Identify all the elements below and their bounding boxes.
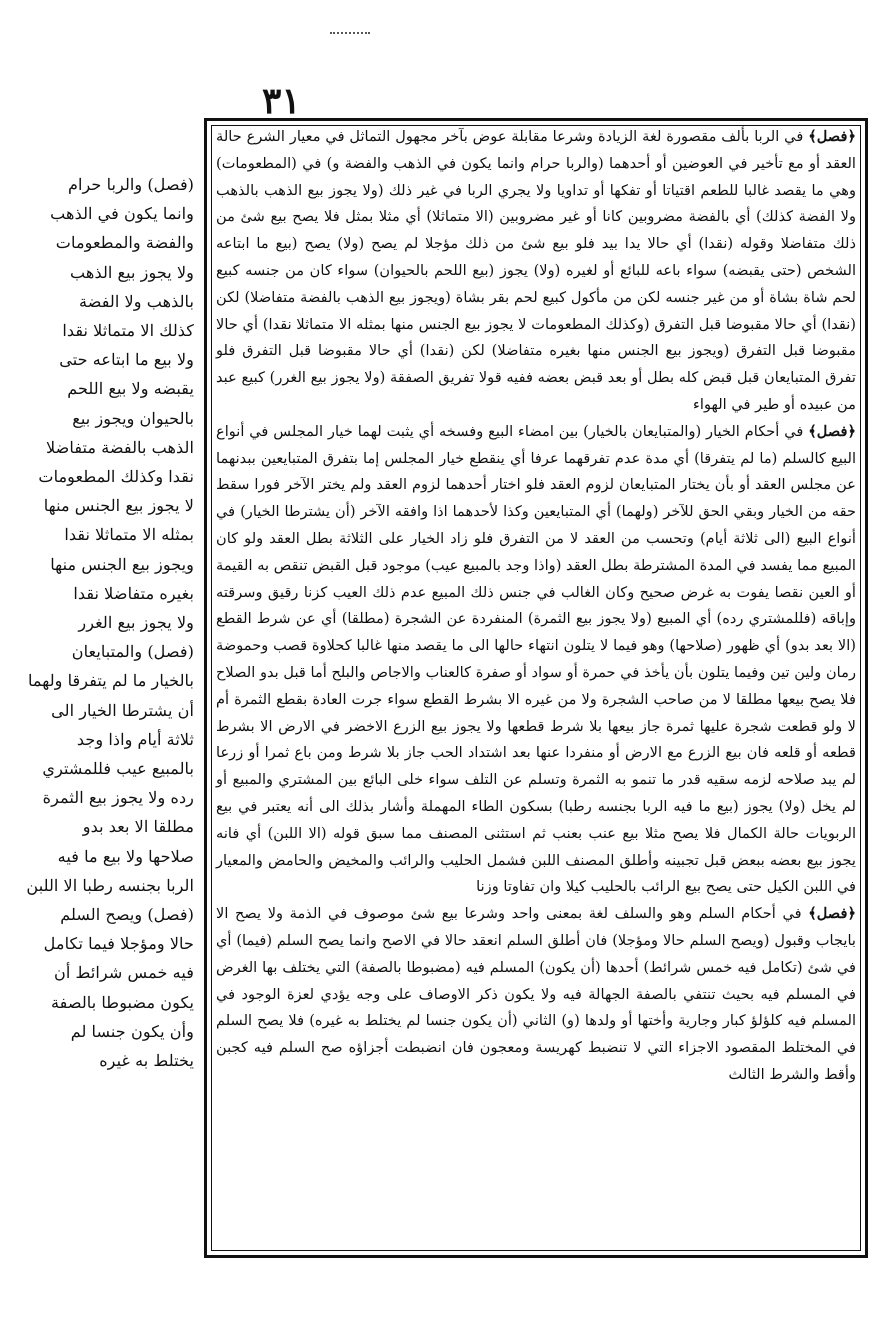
margin-line: ولا بيع ما ابتاعه حتى [59, 350, 194, 370]
margin-line: رده ولا يجوز بيع الثمرة [42, 788, 194, 808]
margin-line: كذلك الا متماثلا نقدا [62, 321, 194, 341]
margin-line: نقدا وكذلك المطعومات [38, 467, 194, 487]
margin-line: (فصل) والمتبايعان [71, 642, 194, 662]
margin-line: مطلقا الا بعد بدو [82, 817, 194, 837]
paragraph-body: في أحكام الخيار (والمتبايعان بالخيار) بين امضاء البيع وفسخه أي يثبت لهما خيار المجلس في أنواع البيع كالسلم (ما لم يتفرقا) أي مدة عدم تفرقهما عرفا أي ينقطع خيار المجلس إما بتفرق المتبايعين ببدنهما عن مجلس العقد أو بأن يختار المتبايعان لزوم العقد فلو اختار أحدهما لزوم العقد ولم يختر الآخر فورا سقط حقه من الخيار وبقي الحق للآخر (ولهما) أي المتبايعين وكذا لأحدهما اذا وافقه الآخر (أن يشترطا الخيار) في أنواع البيع (الى ثلاثة أيام) وتحسب من العقد لا من التفرق فلو زاد الخيار على الثلاثة بطل العقد ولو كان المبيع مما يفسد في المدة المشترطة بطل العقد (واذا وجد بالمبيع عيب) موجود قبل القبض تنقص به القيمة أو العين نقصا يفوت به غرض صحيح وكان الغالب في جنس ذلك المبيع عدم ذلك العيب كزنا رقيق وسرقته وإباقه (فللمشتري رده) أي المبيع (ولا يجوز بيع الثمرة) المنفردة عن الشجرة (مطلقا) أي عن شرط القطع (الا بعد بدو) أي ظهور (صلاحها) وهو فيما لا يتلون انتهاء حالها الى ما يقصد منها غالبا كحلاوة قصب وحموضة رمان ولين تين وفيما يتلون بأن يأخذ في حمرة أو سواد أو صفرة كالعناب والاجاص والبلح أما قبل بدو الصلاح فلا يصح بيعها مطلقا لا من صاحب الشجرة ولا من غيره الا بشرط القطع سواء جرت العادة بقطع الثمرة أم لا ولو قطعت شجرة عليها ثمرة جاز بيعها بلا شرط قطعها ولا يجوز بيع الزرع الاخضر في الارض الا بشرط قطعه أو قلعه فان بيع الزرع مع الارض أو منفردا عنها بعد اشتداد الحب جاز بلا شرط ومن باع ثمرا أو زرعا لم يبد صلاحه لزمه سقيه قدر ما تنمو به الثمرة وتسلم عن التلف سواء خلى البائع بين المشتري والمبيع أو لم يخل (ولا) يجوز (بيع ما فيه الربا بجنسه رطبا) بسكون الطاء المهملة وأشار بذلك الى أنه يعتبر في بيع الربويات حالة الكمال فلا يصح مثلا بيع عنب بعنب ثم استثنى المصنف مما سبق قوله (الا اللبن) أي فانه يجوز بيع بعضه ببعض قبل تجبينه وأطلق المصنف اللبن فشمل الحليب والرائب والمخيض والحامض والمعيار في اللبن الكيل حتى يصح بيع الرائب بالحليب كيلا وان تفاوتا وزنا [216, 422, 856, 896]
margin-line: يقبضه ولا بيع اللحم [67, 379, 194, 399]
margin-line: وانما يكون في الذهب [50, 204, 194, 224]
margin-line: ثلاثة أيام واذا وجد [76, 729, 194, 749]
margin-line: ولا يجوز بيع الذهب [70, 262, 194, 282]
section-heading: ﴿ فصل ﴾ [808, 128, 856, 145]
commentary-text [216, 124, 856, 1244]
paragraph-riba [216, 124, 856, 419]
margin-line: والفضة والمطعومات [55, 233, 194, 253]
margin-line: الربا بجنسه رطبا الا اللبن [26, 875, 194, 895]
paragraph-salam [216, 901, 856, 1089]
section-heading: ﴿ فصل ﴾ [808, 423, 856, 440]
margin-line: بغيره متفاضلا نقدا [73, 583, 194, 603]
margin-line: (فصل) ويصح السلم [60, 905, 194, 925]
margin-line: ولا يجوز بيع الغرر [78, 613, 194, 633]
margin-line: صلاحها ولا بيع ما فيه [57, 846, 194, 866]
margin-line: (فصل) والربا حرام [67, 175, 194, 194]
margin-line: يكون مضبوطا بالصفة [50, 992, 194, 1012]
margin-line: فيه خمس شرائط أن [54, 963, 194, 983]
top-dash-mark [330, 32, 370, 34]
section-heading: ﴿ فصل ﴾ [808, 905, 856, 922]
margin-line: وأن يكون جنسا لم [70, 1021, 194, 1041]
margin-line: بالمبيع عيب فللمشتري [42, 759, 194, 779]
paragraph-khiyar [216, 419, 856, 901]
page-number: ٣١ [262, 80, 301, 122]
margin-line: ويجوز بيع الجنس منها [50, 554, 194, 574]
margin-matn-text [8, 170, 194, 1071]
margin-line: حالا ومؤجلا فيما تكامل [43, 934, 194, 954]
margin-line: بالذهب ولا الفضة [79, 291, 194, 311]
margin-line: لا يجوز بيع الجنس منها [43, 496, 194, 516]
margin-line: بمثله الا متماثلا نقدا [64, 525, 194, 545]
paragraph-body: في أحكام السلم وهو والسلف لغة بمعنى واحد وشرعا بيع شئ موصوف في الذمة ولا يصح الا بايجاب وقبول (ويصح السلم حالا ومؤجلا) فان أطلق السلم انعقد حالا في الاصح وانما يصح السلم (فيما) أي في شئ (تكامل فيه خمس شرائط) أحدها (أن يكون) المسلم فيه (مضبوطا بالصفة) التي يختلف بها الغرض في المسلم فيه بحيث تنتفي بالصفة الجهالة فيه ولا يكون ذكر الاوصاف على وجه يؤدي لعزة الوجود في المسلم فيه كلؤلؤ كبار وجارية وأختها أو ولدها (و) الثاني (أن يكون جنسا لم يختلط به غيره) فلا يصح السلم في المختلط المقصود الاجزاء التي لا تنضبط كهريسة ومعجون فان انضبطت أجزاؤه صح السلم فيه كجبن وأقط والشرط الثالث [216, 905, 856, 1083]
margin-line: الذهب بالفضة متفاضلا [45, 437, 194, 457]
margin-line: بالخيار ما لم يتفرقا ولهما [27, 671, 194, 691]
margin-line: بالحيوان ويجوز بيع [72, 408, 194, 428]
margin-line: أن يشترطا الخيار الى [51, 700, 194, 720]
paragraph-body: في الربا بألف مقصورة لغة الزيادة وشرعا مقابلة عوض بآخر مجهول التماثل في معيار الشرع حالة العقد أو مع تأخير في العوضين أو أحدهما (والربا حرام وانما يكون في الذهب والفضة و) في (المطعومات) وهي ما يقصد غالبا للطعم اقتياتا أو تفكها أو تداويا ولا يجري الربا في غير ذلك (ولا يجوز بيع الذهب بالذهب ولا الفضة كذلك) أي بالفضة مضروبين كانا أو غير مضروبين (الا متماثلا) أي مثلا بمثل فلا يصح بيع شئ من ذلك متفاضلا وقوله (نقدا) أي حالا يدا بيد فلو بيع شئ من ذلك مؤجلا لم يصح (ولا) يصح (بيع ما ابتاعه الشخص (حتى يقبضه) سواء باعه للبائع أو لغيره (ولا) يجوز (بيع اللحم بالحيوان) سواء كان من جنسه كبيع لحم شاة بشاة أو من غير جنسه لكن من مأكول كبيع لحم بقر بشاة (ويجوز بيع الذهب بالفضة متفاضلا) لكن (نقدا) أي حالا مقبوضا قبل التفرق (وكذلك المطعومات لا يجوز بيع الجنس منها بمثله الا متماثلا نقدا) أي حالا مقبوضا قبل التفرق (ويجوز بيع الجنس منها بغيره متفاضلا) لكن (نقدا) أي حالا مقبوضا قبل التفرق فلو تفرق المتبايعان قبل قبض كله بطل أو بعد قبض بعضه ففيه قولا تفريق الصفقة (ولا يجوز بيع الغرر) كبيع عبد من عبيده أو طير في الهواء [216, 128, 856, 413]
margin-line: يختلط به غيره [99, 1051, 194, 1071]
